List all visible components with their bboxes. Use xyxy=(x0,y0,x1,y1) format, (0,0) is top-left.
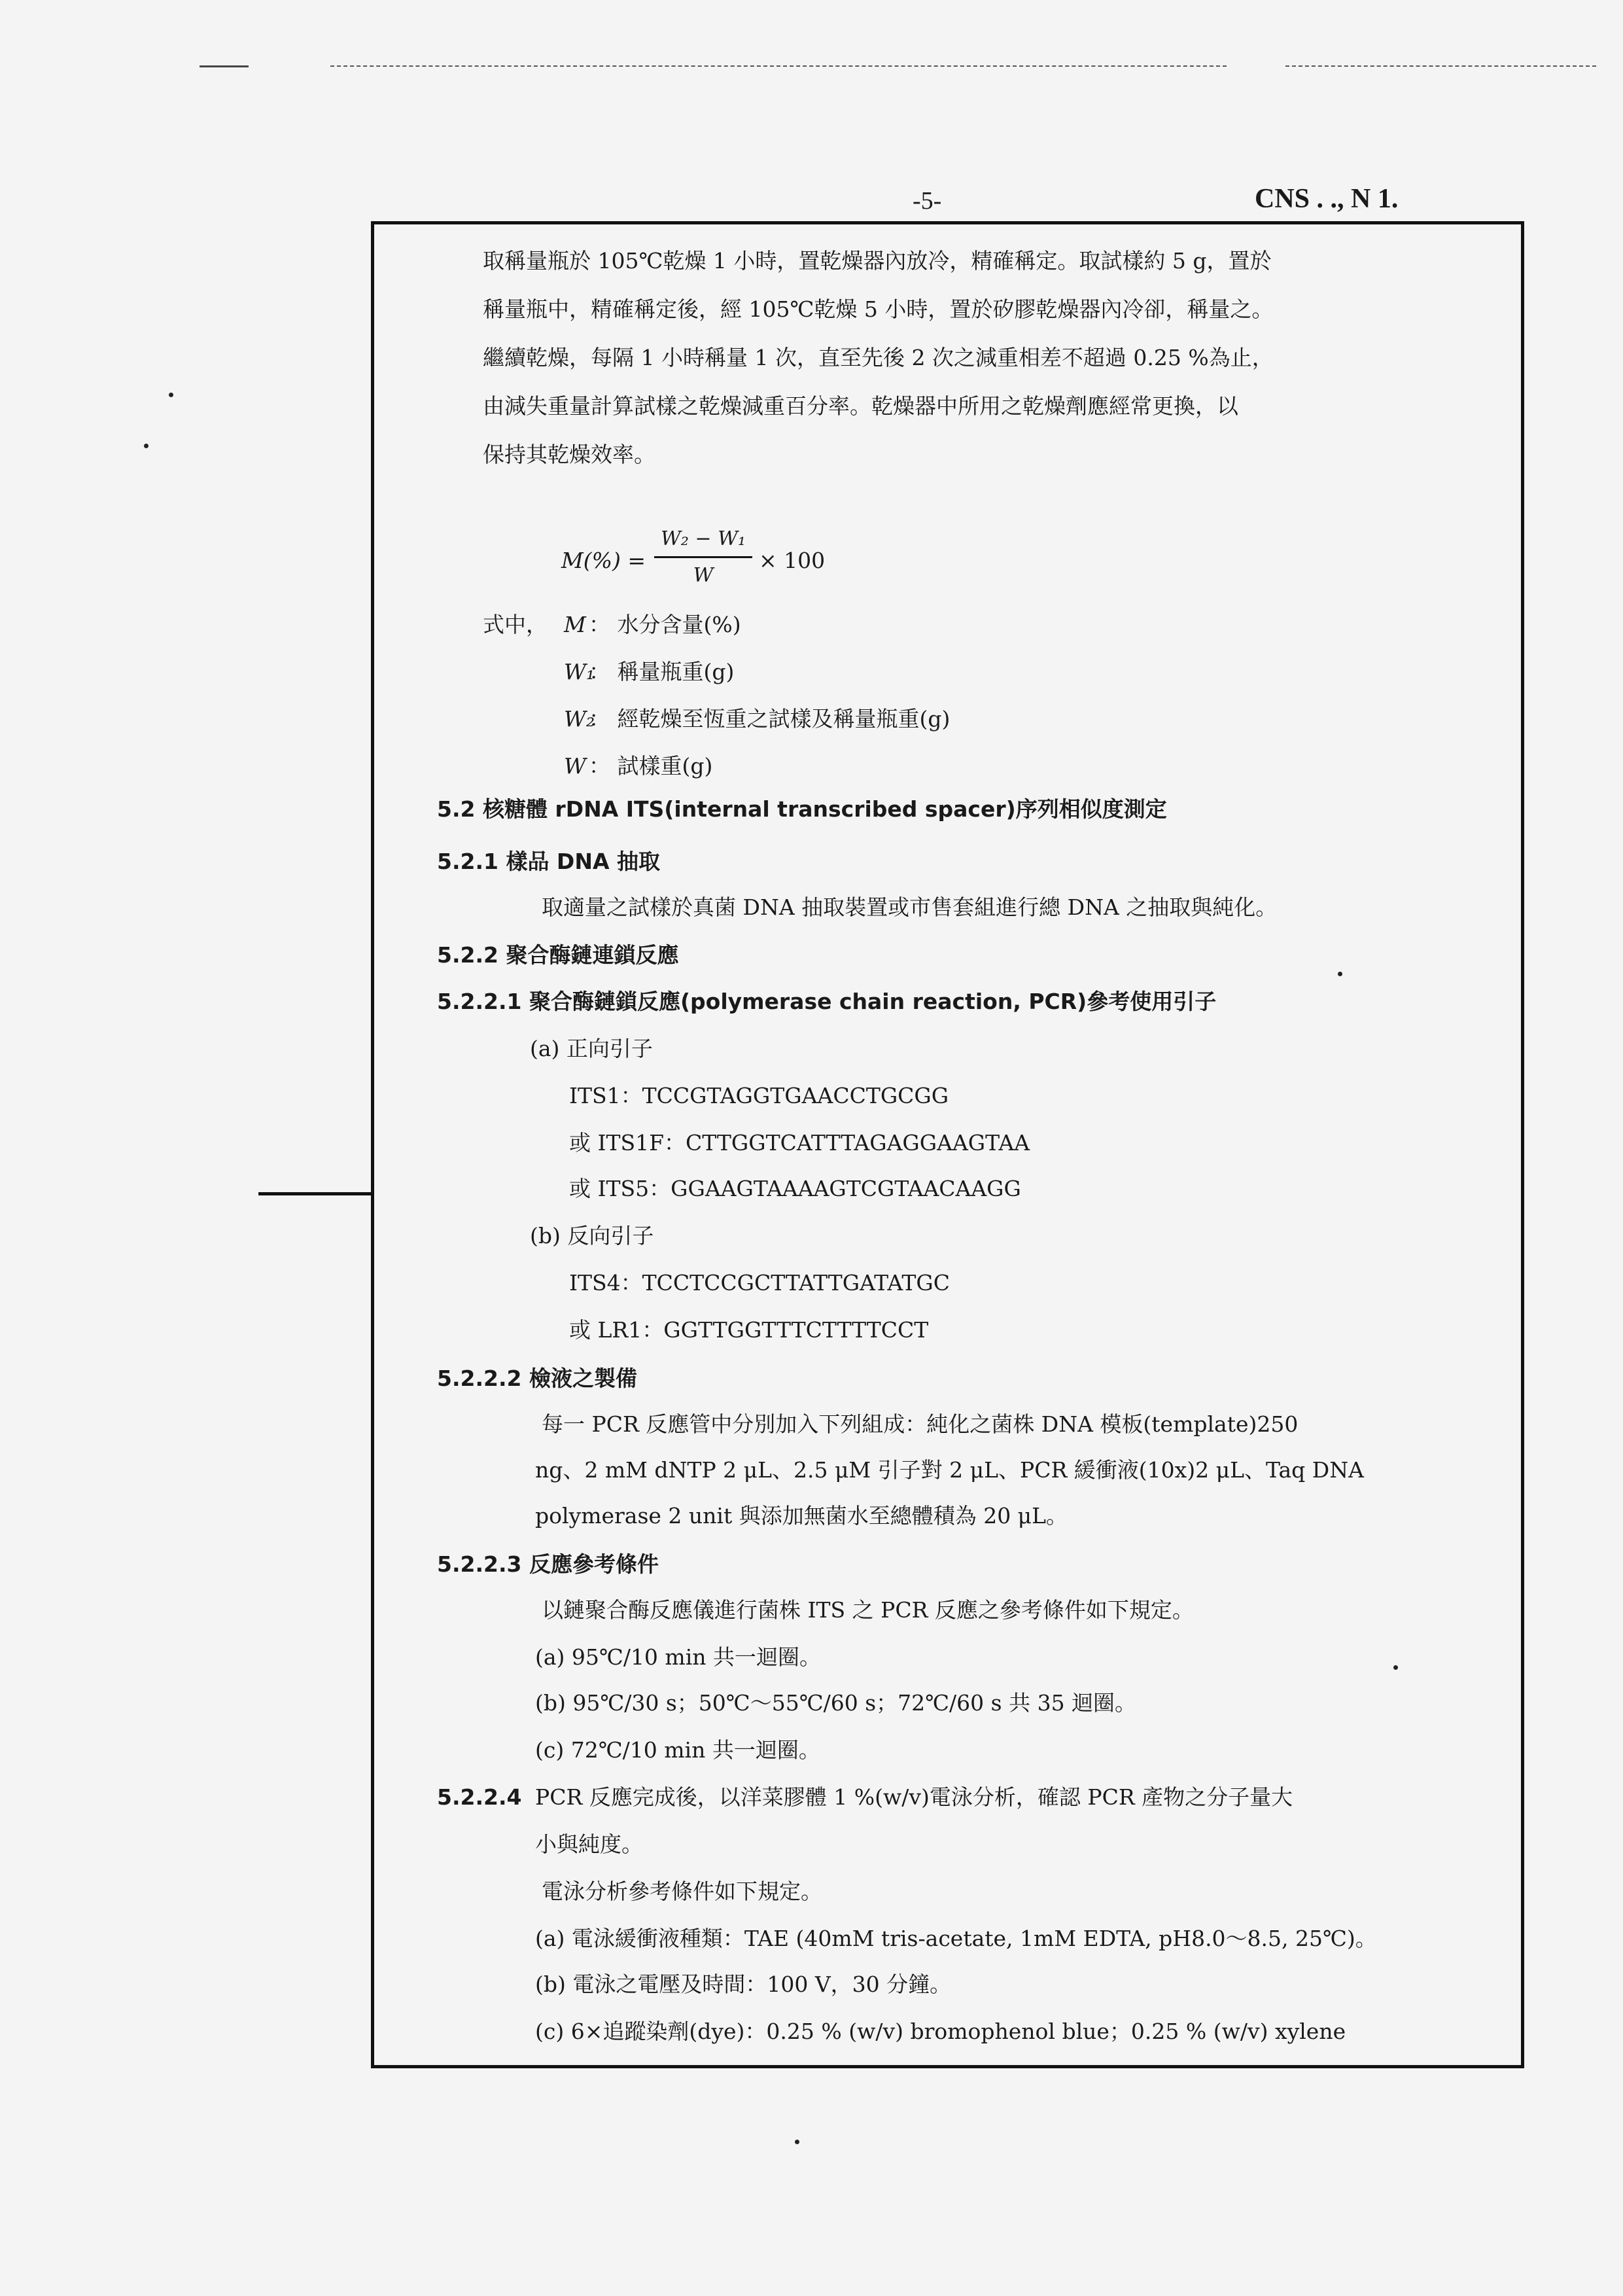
condition-item: (b) 95℃/30 s；50℃～55℃/60 s；72℃/60 s 共 35 迴圈。 xyxy=(535,1690,1137,1716)
section-text: 小與純度。 xyxy=(535,1831,643,1857)
margin-marker-line xyxy=(258,1192,373,1195)
electrophoresis-item: (c) 6×追蹤染劑(dye)：0.25 % (w/v) bromophenol blue；0.25 % (w/v) xylene xyxy=(535,2019,1346,2044)
scan-speck xyxy=(169,393,173,397)
section-text: PCR 反應完成後，以洋菜膠體 1 %(w/v)電泳分析，確認 PCR 產物之分子量大 xyxy=(535,1784,1293,1810)
symbol-desc: ： 稱量瓶重(g) xyxy=(589,659,735,684)
section-heading-5-2-2: 5.2.2 聚合酶鏈連鎖反應 xyxy=(437,942,679,968)
section-heading-5-2-2-4: 5.2.2.4 xyxy=(437,1784,522,1810)
formula-denominator: W xyxy=(693,564,714,587)
electrophoresis-item: (a) 電泳緩衝液種類：TAE (40mM tris-acetate, 1mM EDTA, pH8.0～8.5, 25℃)。 xyxy=(535,1926,1377,1951)
symbol-w1: W₁ xyxy=(564,659,595,684)
symbol-w: W xyxy=(564,753,586,779)
section-heading-5-2-1: 5.2.1 樣品 DNA 抽取 xyxy=(437,849,660,874)
scan-speck xyxy=(1393,1665,1398,1670)
forward-primer-label: (a) 正向引子 xyxy=(530,1036,653,1061)
formula-rhs: × 100 xyxy=(759,548,826,573)
electrophoresis-item: (b) 電泳之電壓及時間：100 V，30 分鐘。 xyxy=(535,1971,952,1997)
scan-dash-line xyxy=(200,65,249,67)
where-prefix: 式中， xyxy=(483,612,548,637)
scan-dash-line xyxy=(1285,65,1596,67)
paragraph-line: 取稱量瓶於 105℃乾燥 1 小時，置乾燥器內放冷，精確稱定。取試樣約 5 g，置於 xyxy=(483,248,1272,274)
section-text: 電泳分析參考條件如下規定。 xyxy=(542,1879,822,1904)
section-text: ng、2 mM dNTP 2 μL、2.5 μM 引子對 2 μL、PCR 緩衝液(10x)2 μL、Taq DNA xyxy=(535,1457,1364,1483)
section-text: 以鏈聚合酶反應儀進行菌株 ITS 之 PCR 反應之參考條件如下規定。 xyxy=(542,1597,1194,1623)
scan-speck xyxy=(144,444,148,448)
paragraph-line: 稱量瓶中，精確稱定後，經 105℃乾燥 5 小時，置於矽膠乾燥器內冷卻，稱量之。 xyxy=(483,296,1274,322)
section-text: 每一 PCR 反應管中分別加入下列組成：純化之菌株 DNA 模板(template)250 xyxy=(542,1411,1299,1437)
symbol-desc: ： 水分含量(%) xyxy=(589,612,741,637)
page-number: -5- xyxy=(913,187,942,215)
formula-numerator: W₂ − W₁ xyxy=(661,527,746,550)
scan-dash-line xyxy=(330,65,1227,67)
standard-code: CNS . ., N 1. xyxy=(1255,184,1399,214)
paragraph-line: 保持其乾燥效率。 xyxy=(483,442,655,467)
reverse-primer-label: (b) 反向引子 xyxy=(530,1223,654,1248)
section-heading-5-2: 5.2 核糖體 rDNA ITS(internal transcribed spacer)序列相似度測定 xyxy=(437,796,1167,822)
symbol-m: M xyxy=(564,612,586,637)
condition-item: (a) 95℃/10 min 共一迴圈。 xyxy=(535,1644,822,1670)
section-text: polymerase 2 unit 與添加無菌水至總體積為 20 μL。 xyxy=(535,1503,1068,1528)
primer-sequence: ITS1：TCCGTAGGTGAACCTGCGG xyxy=(569,1083,949,1108)
primer-sequence: 或 ITS5：GGAAGTAAAAGTCGTAACAAGG xyxy=(569,1176,1021,1201)
section-heading-5-2-2-2: 5.2.2.2 檢液之製備 xyxy=(437,1366,637,1391)
scan-speck xyxy=(1338,972,1342,976)
primer-sequence: 或 LR1：GGTTGGTTTCTTTTCCT xyxy=(569,1317,929,1343)
condition-item: (c) 72℃/10 min 共一迴圈。 xyxy=(535,1737,820,1763)
paragraph-line: 由減失重量計算試樣之乾燥減重百分率。乾燥器中所用之乾燥劑應經常更換，以 xyxy=(483,393,1238,419)
fraction-bar xyxy=(654,556,752,558)
section-text: 取適量之試樣於真菌 DNA 抽取裝置或市售套組進行總 DNA 之抽取與純化。 xyxy=(542,894,1278,920)
section-heading-5-2-2-3: 5.2.2.3 反應參考條件 xyxy=(437,1551,659,1577)
symbol-desc: ： 試樣重(g) xyxy=(589,753,713,779)
symbol-desc: ： 經乾燥至恆重之試樣及稱量瓶重(g) xyxy=(589,706,951,732)
section-heading-5-2-2-1: 5.2.2.1 聚合酶鏈鎖反應(polymerase chain reaction, PCR)參考使用引子 xyxy=(437,989,1217,1014)
scan-speck xyxy=(795,2140,799,2144)
symbol-w2: W₂ xyxy=(564,706,595,732)
primer-sequence: 或 ITS1F：CTTGGTCATTTAGAGGAAGTAA xyxy=(569,1130,1030,1156)
formula-lhs: M(%) = xyxy=(561,548,646,573)
primer-sequence: ITS4：TCCTCCGCTTATTGATATGC xyxy=(569,1270,951,1296)
paragraph-line: 繼續乾燥，每隔 1 小時稱量 1 次，直至先後 2 次之減重相差不超過 0.25 %為止， xyxy=(483,345,1274,370)
